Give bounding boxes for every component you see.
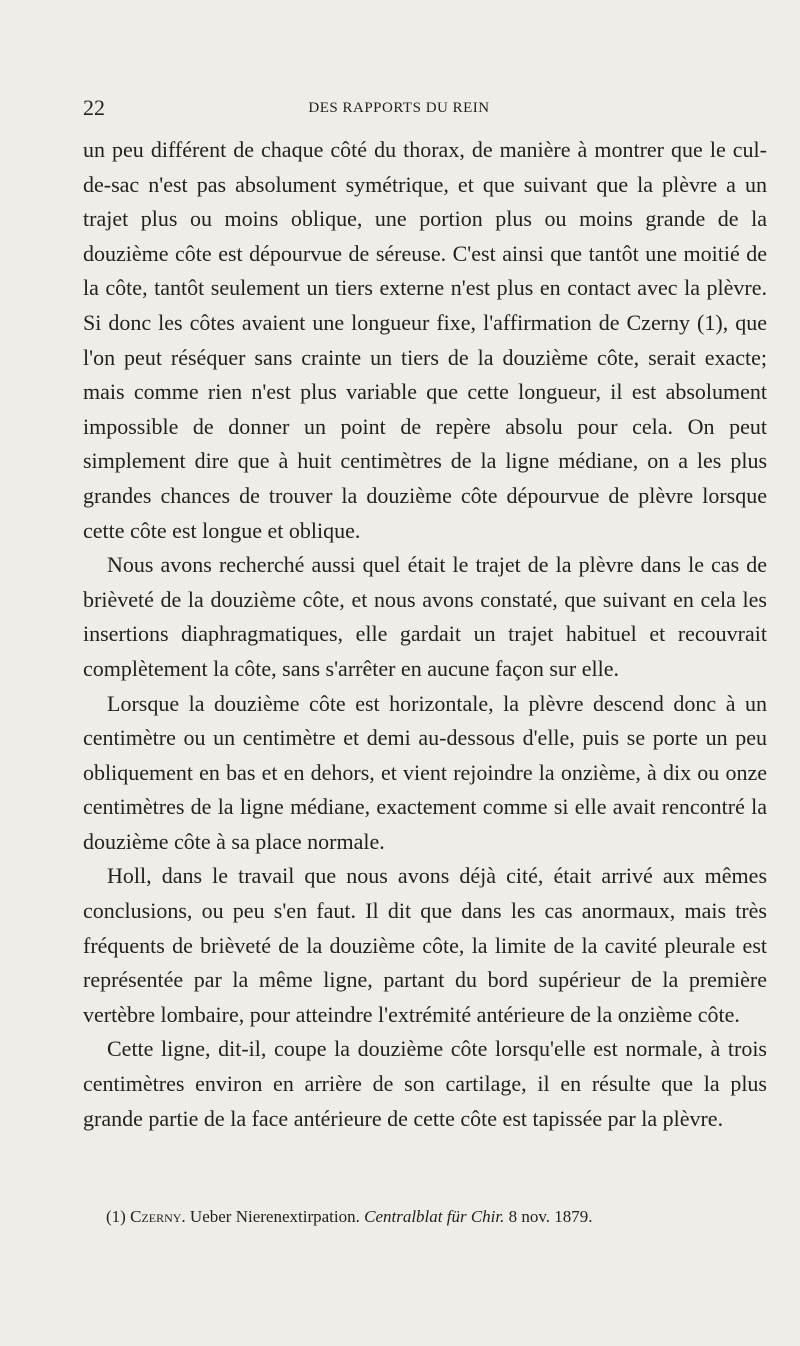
footnote-journal: Centralblat für Chir.: [364, 1207, 505, 1226]
footnote-title: Ueber Nierenextirpation.: [189, 1207, 360, 1226]
paragraph-5: Cette ligne, dit-il, coupe la douzième côte lorsqu'elle est normale, à trois centimètres environ en arrière de son cartilage, il en résulte que la plus grande partie de la face antérieure de cette côte est tapissée par la plèvre.: [83, 1036, 767, 1131]
body-text: [83, 133, 767, 1136]
footnote-date: 8 nov. 1879.: [508, 1207, 593, 1226]
footnote-marker: (1): [106, 1207, 126, 1226]
paragraph-2: Nous avons recherché aussi quel était le trajet de la plèvre dans le cas de brièveté de la douzième côte, et nous avons constaté, que suivant en cela les insertions diaphragmatiques, elle gardait un trajet habituel et recouvrait complètement la côte, sans s'arrêter en aucune façon sur elle.: [83, 552, 767, 681]
footnote: [106, 1206, 766, 1228]
page-number: 22: [83, 95, 105, 120]
footnote-author: Czerny.: [130, 1207, 186, 1226]
running-head: DES RAPPORTS DU REIN: [308, 100, 490, 116]
paragraph-3: Lorsque la douzième côte est horizontale, la plèvre descend donc à un centimètre ou un centimètre et demi au-dessous d'elle, puis se porte un peu obliquement en bas et en dehors, et vient rejoindre la onzième, à dix ou onze centimètres de la ligne médiane, exactement comme si elle avait rencontré la douzième côte à sa place normale.: [83, 690, 767, 854]
paragraph-1: un peu différent de chaque côté du thorax, de manière à montrer que le cul-de-sac n'est pas absolument symétrique, et que suivant que la plèvre a un trajet plus ou moins oblique, une portion plus ou moins grande de la douzième côte est dépourvue de séreuse. C'est ainsi que tantôt une moitié de la côte, tantôt seulement un tiers externe n'est plus en contact avec la plèvre. Si donc les côtes avaient une longueur fixe, l'affirmation de Czerny (1), que l'on peut réséquer sans crainte un tiers de la douzième côte, serait exacte; mais comme rien n'est plus variable que cette longueur, il est absolument impossible de donner un point de repère absolu pour cela. On peut simplement dire que à huit centimètres de la ligne médiane, on a les plus grandes chances de trouver la douzième côte dépourvue de plèvre lorsque cette côte est longue et oblique.: [83, 137, 767, 543]
paragraph-4: Holl, dans le travail que nous avons déjà cité, était arrivé aux mêmes conclusions, ou peu s'en faut. Il dit que dans les cas anormaux, mais très fréquents de brièveté de la douzième côte, la limite de la cavité pleurale est représentée par la même ligne, partant du bord supérieur de la première vertèbre lombaire, pour atteindre l'extrémité antérieure de la onzième côte.: [83, 863, 767, 1027]
page-header: [83, 95, 715, 125]
